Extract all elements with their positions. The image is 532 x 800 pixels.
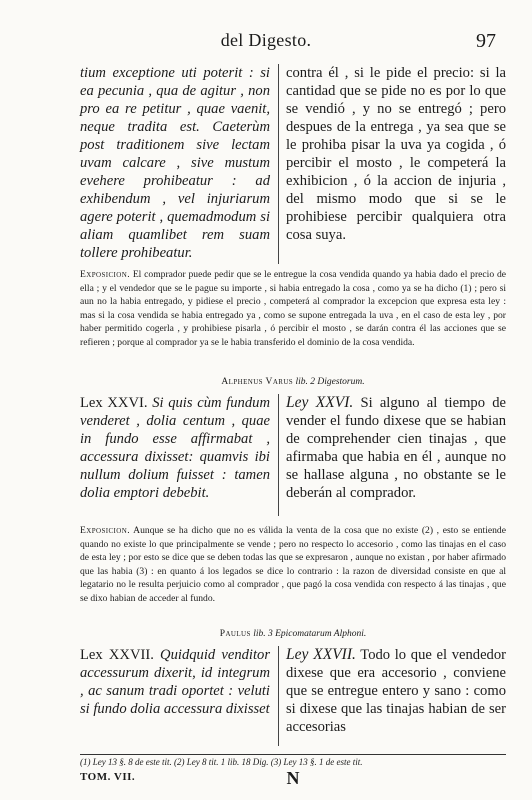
spanish-body: Si alguno al tiempo de vender el fundo dixese que se habian de comprehender cien tinajas , que afirmaba que habia en él , aunque no se hallase alguna , no obstante se le deberán al comprador.	[286, 395, 506, 501]
page-footer	[80, 768, 506, 792]
spanish-text-3	[286, 646, 506, 746]
attribution-1	[80, 377, 506, 387]
latin-body: Quidquid venditor accessurum dixerit, id integrum , ac sanum tradi oportet : veluti si fundo dolia accessura dixisset	[80, 647, 270, 717]
exposition-2	[80, 524, 506, 606]
spanish-text-1: contra él , si le pide el precio: si la cantidad que se pide no es por lo que se vendió , y no se entregó ; pero despues de la entrega , ya sea que se le prohiba pisar la uva ya cogida , ó percibir el mosto , le competerá la exhibicion , ó la accion de injuria , del mismo modo que si se le prohibiese percibir qualquiera otra cosa suya.	[286, 65, 506, 243]
page-header	[0, 30, 532, 56]
attribution-author: Alphenus Varus	[221, 377, 294, 387]
latin-text-2	[80, 394, 270, 516]
volume-label: TOM. VII.	[80, 771, 136, 783]
attribution-2	[80, 629, 506, 639]
page-number: 97	[476, 30, 496, 52]
exposition-lead: Exposicion.	[80, 269, 130, 280]
latin-text-1: tium exceptione uti poterit : si ea pecunia , qua de agitur , non pro ea re petitur , quae vaenit, neque tradita est. Caeterùm post traditionem sive lectam uvam calcare , sive mustum evehere prohibeatur : ad exhibendum , vel injuriarum agere poterit , quemadmodum si aliam quamlibet rem suam tollere prohibeatur.	[80, 65, 270, 261]
attribution-author: Paulus	[219, 629, 251, 639]
signature-mark: N	[286, 768, 300, 788]
lex-label: Lex XXVII.	[80, 647, 154, 663]
attribution-source: lib. 2 Digestorum.	[295, 377, 365, 387]
exposition-1	[80, 268, 506, 350]
running-title: del Digesto.	[220, 30, 312, 50]
spanish-text-2	[286, 394, 506, 516]
column-divider	[278, 646, 279, 746]
latin-body: Si quis cùm fundum venderet , dolia centum , quae in fundo esse affirmabat , accessura dixisset: quamvis ibi nullum dolium fuisset : tamen dolia emptori debebit.	[80, 395, 270, 501]
lex-label: Lex XXVI.	[80, 395, 148, 411]
block-2	[80, 394, 506, 516]
ley-label: Ley XXVII.	[286, 646, 356, 663]
exposition-lead: Exposicion.	[80, 525, 130, 536]
latin-text-3	[80, 646, 270, 746]
footnotes: (1) Ley 13 §. 8 de este tit. (2) Ley 8 tit. 1 lib. 18 Dig. (3) Ley 13 §. 1 de este tit.	[80, 754, 506, 767]
spanish-body: Todo lo que el vendedor dixese que era accesorio , conviene que se entregue entero y sano : como si dixese que las tinajas habian de ser accesorias	[286, 647, 507, 735]
block-3	[80, 646, 506, 746]
ley-label: Ley XXVI.	[286, 394, 354, 411]
column-divider	[278, 64, 279, 264]
exposition-text: El comprador puede pedir que se le entregue la cosa vendida quando ya habia dado el precio de ella ; y el vendedor que se le pague su importe , si habia entregado la cosa , como ya se ha dicho (1) ; pero si aun no la habia entregado, y pidiese el precio , competerá al comprador la excepcion que expresa esta ley : mas si la cosa vendida se habia entregado ya , como se supone entregada la uva , en el caso de esta ley , por haber permitido cogerla , y prohibiese pisarla , ó percibir el mosto , se darán contra él las acciones que se refieren ; porque al comprador ya se le habia transferido el dominio de la cosa vendida.	[80, 269, 506, 348]
exposition-text: Aunque se ha dicho que no es válida la venta de la cosa que no existe (2) , esto se entiende quando no existe lo que principalmente se vende ; pero no respecto lo accesorio , como las tinajas en el caso de esta ley ; por esto se dice que se deben todas las que se expresaron , aunque no existan , por haber afirmado que las habia (3) : en quanto á los legados se dice lo contrario : la razon de diversidad consiste en que al legatario no le resulta perjuicio como al comprador , que pagó la cosa vendida con respecto á las tinajas , que se dixo habian de acceder al fundo.	[80, 525, 506, 604]
column-divider	[278, 394, 279, 516]
block-1	[80, 64, 506, 264]
attribution-source: lib. 3 Epicomatarum Alphoni.	[253, 629, 367, 639]
